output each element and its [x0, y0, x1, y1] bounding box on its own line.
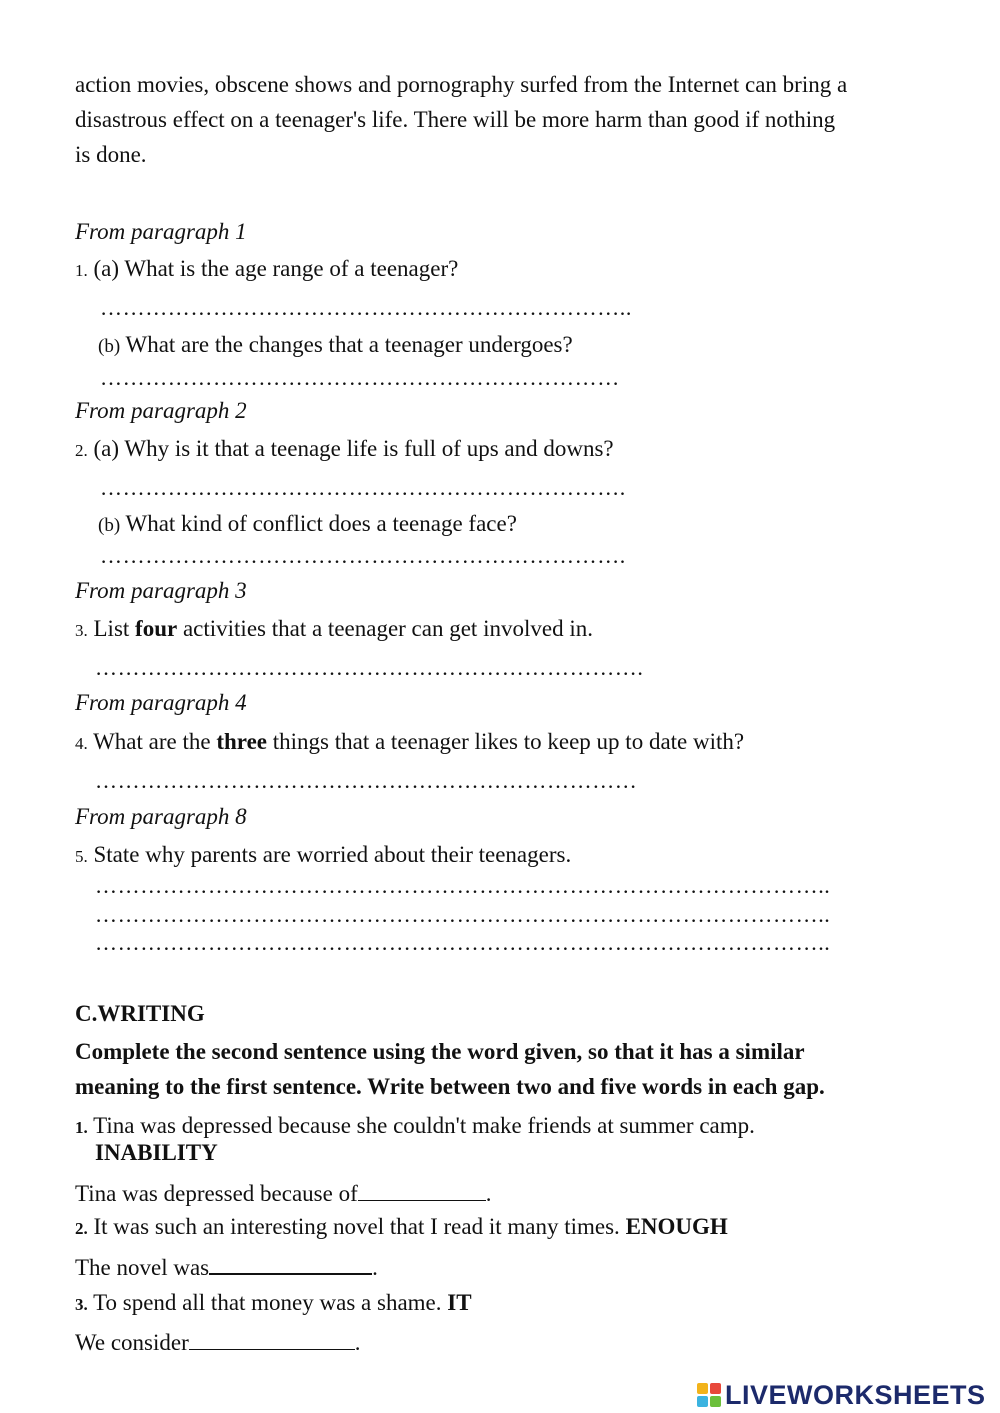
- answer-gap-1[interactable]: [358, 1180, 486, 1201]
- question-2b: [98, 512, 517, 535]
- answer-line-4[interactable]: ………………………………………………………………: [95, 768, 638, 793]
- question-text: State why parents are worried about their teenagers.: [87, 842, 572, 867]
- writing-item-1: [75, 1114, 755, 1137]
- heading-paragraph-1: From paragraph 1: [75, 219, 247, 244]
- question-3: [75, 617, 593, 640]
- answer-line-1a[interactable]: ……………………………………………………………..: [100, 295, 632, 320]
- question-text: (a) What is the age range of a teenager?: [93, 256, 459, 281]
- question-keyword: three: [216, 729, 267, 754]
- writing-instruction-line-1: Complete the second sentence using the word given, so that it has a similar: [75, 1039, 805, 1064]
- question-number: 1.: [75, 261, 88, 280]
- question-text: What are the changes that a teenager undergoes?: [120, 332, 573, 357]
- question-5: [75, 843, 571, 866]
- item-number: 3.: [75, 1295, 88, 1314]
- intro-line-2: disastrous effect on a teenager's life. There will be more harm than good if nothing: [75, 107, 836, 132]
- answer-gap-2[interactable]: [209, 1253, 372, 1275]
- answer-line-5-1[interactable]: ……………………………………………………………………………………..: [95, 873, 831, 898]
- item-text: To spend all that money was a shame.: [87, 1290, 448, 1315]
- heading-paragraph-3: From paragraph 3: [75, 578, 247, 603]
- question-sub-mark: (b): [98, 515, 121, 536]
- writing-instruction-line-2: meaning to the first sentence. Write between two and five words in each gap.: [75, 1074, 825, 1099]
- writing-item-3-answer: [75, 1329, 361, 1354]
- writing-item-2: [75, 1215, 728, 1238]
- writing-item-3: [75, 1291, 472, 1314]
- liveworksheets-logo-icon: [697, 1383, 721, 1407]
- writing-item-1-answer: [75, 1180, 492, 1205]
- writing-item-2-answer: [75, 1253, 378, 1279]
- item-keyword: ENOUGH: [625, 1214, 728, 1239]
- answer-line-5-3[interactable]: ……………………………………………………………………………………..: [95, 930, 831, 955]
- question-number: 5.: [75, 847, 88, 866]
- question-text: What kind of conflict does a teenage face?: [120, 511, 517, 536]
- answer-gap-3[interactable]: [189, 1329, 355, 1350]
- item-text: It was such an interesting novel that I read it many times.: [87, 1214, 626, 1239]
- answer-line-3[interactable]: ……………………………………………………………….: [95, 655, 644, 680]
- heading-paragraph-8: From paragraph 8: [75, 804, 247, 829]
- question-text: things that a teenager likes to keep up to date with?: [267, 729, 745, 754]
- question-4: [75, 730, 744, 753]
- question-text: What are the: [87, 729, 217, 754]
- answer-line-5-2[interactable]: ……………………………………………………………………………………..: [95, 902, 831, 927]
- question-1a: [75, 257, 458, 280]
- writing-item-1-keyword: INABILITY: [95, 1140, 218, 1165]
- heading-paragraph-4: From paragraph 4: [75, 690, 247, 715]
- intro-line-1: action movies, obscene shows and pornography surfed from the Internet can bring a: [75, 72, 848, 97]
- item-number: 2.: [75, 1219, 88, 1238]
- liveworksheets-logo[interactable]: [697, 1381, 986, 1409]
- question-number: 2.: [75, 441, 88, 460]
- question-2a: [75, 437, 614, 460]
- intro-line-3: is done.: [75, 142, 147, 167]
- heading-paragraph-2: From paragraph 2: [75, 398, 247, 423]
- item-keyword: IT: [447, 1290, 472, 1315]
- answer-period: .: [354, 1330, 361, 1355]
- question-number: 3.: [75, 621, 88, 640]
- answer-line-2b[interactable]: …………………………………………………………….: [100, 543, 626, 568]
- section-heading-writing: C.WRITING: [75, 1001, 205, 1026]
- answer-prompt: The novel was: [75, 1255, 210, 1280]
- question-text: activities that a teenager can get involved in.: [177, 616, 593, 641]
- item-text: Tina was depressed because she couldn't make friends at summer camp.: [87, 1113, 755, 1138]
- answer-line-2a[interactable]: …………………………………………………………….: [100, 475, 626, 500]
- brand-name: LIVEWORKSHEETS: [725, 1379, 986, 1410]
- question-sub-mark: (b): [98, 336, 121, 357]
- item-number: 1.: [75, 1118, 88, 1137]
- question-keyword: four: [135, 616, 178, 641]
- answer-period: .: [485, 1181, 492, 1206]
- answer-prompt: Tina was depressed because of: [75, 1181, 358, 1206]
- answer-period: .: [372, 1255, 378, 1280]
- answer-line-1b[interactable]: ……………………………………………………………: [100, 365, 620, 390]
- question-text: List: [87, 616, 136, 641]
- question-text: (a) Why is it that a teenage life is full of ups and downs?: [93, 436, 614, 461]
- question-number: 4.: [75, 734, 88, 753]
- question-1b: [98, 333, 573, 356]
- answer-prompt: We consider: [75, 1330, 189, 1355]
